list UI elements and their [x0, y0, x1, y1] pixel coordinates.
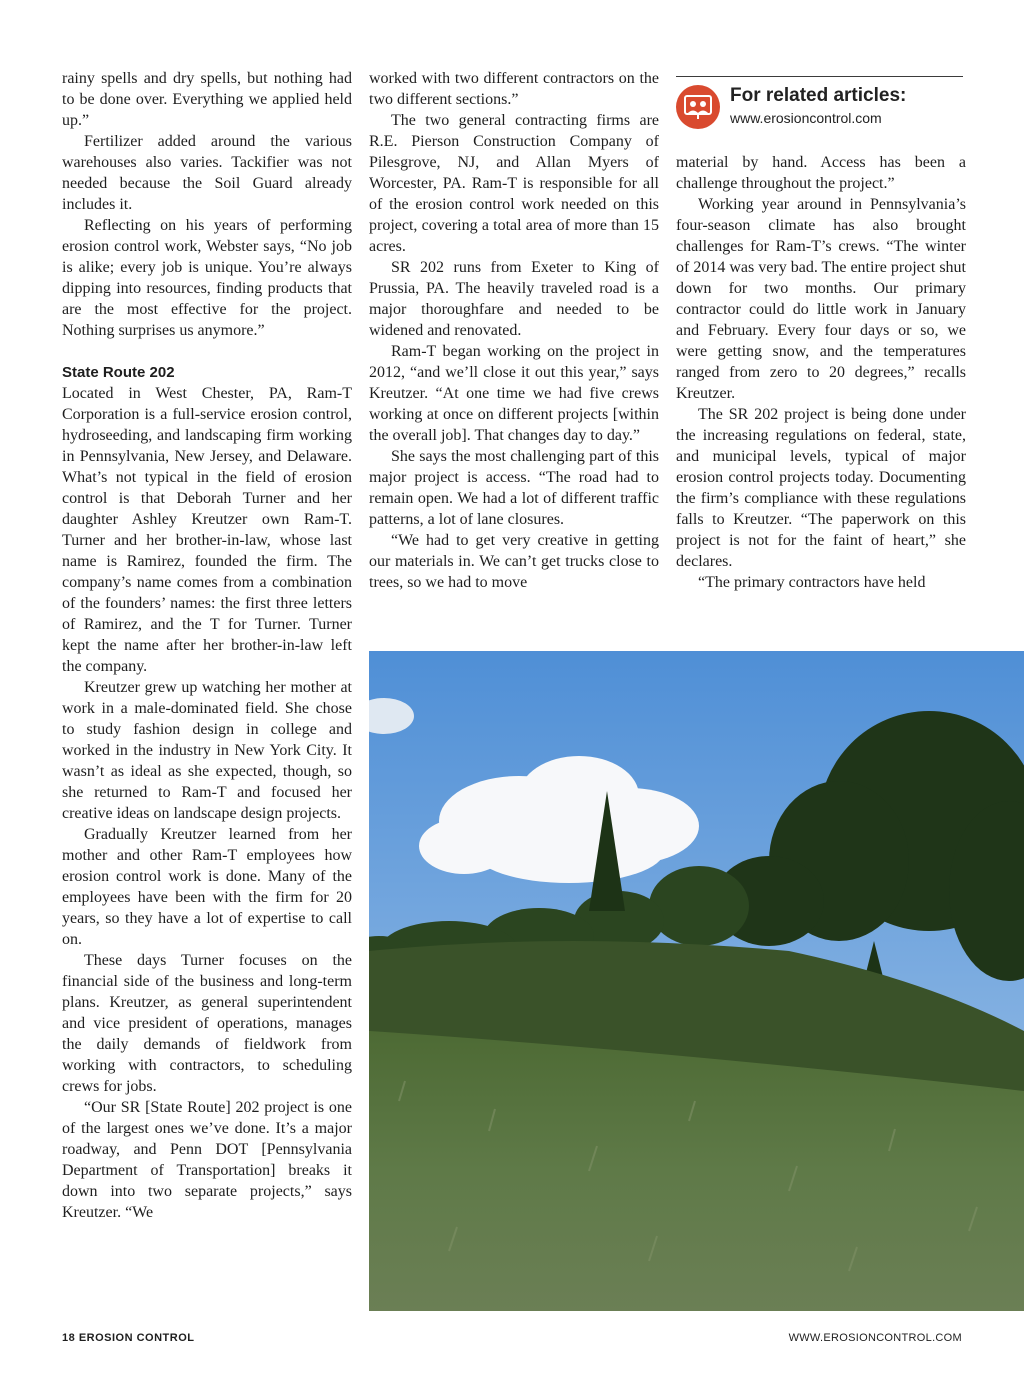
- page-footer-left: [62, 1332, 194, 1344]
- magazine-name: EROSION CONTROL: [78, 1332, 195, 1344]
- paragraph: Reflecting on his years of performing erosion control work, Webster says, “No job is alike; every job is unique. You’re always dipping into resources, finding products that are the most effective for the project. Nothing surprises us anymore.”: [62, 217, 352, 339]
- paragraph: “The primary contractors have held: [698, 574, 926, 591]
- paragraph: material by hand. Access has been a challenge throughout the project.”: [676, 154, 966, 192]
- paragraph: Fertilizer added around the various warehouses also varies. Tackifier was not needed because the Soil Guard already includes it.: [62, 133, 352, 213]
- paragraph: She says the most challenging part of this major project is access. “The road had to remain open. We had a lot of different traffic patterns, a lot of lane closures.: [369, 448, 659, 528]
- article-column-2: [369, 68, 659, 593]
- paragraph: worked with two different contractors on the two different sections.”: [369, 70, 659, 108]
- paragraph: “Our SR [State Route] 202 project is one of the largest ones we’ve done. It’s a major roadway, and Penn DOT [Pennsylvania Department of Transportation] breaks it down into two separate projects,” says Kreutzer. “We: [62, 1099, 352, 1221]
- article-column-1: [62, 68, 352, 1223]
- article-column-3: [676, 152, 966, 593]
- page-number: 18: [62, 1332, 76, 1344]
- roadside-vegetation-photo: [369, 651, 1024, 1311]
- paragraph: The SR 202 project is being done under the increasing regulations on federal, state, and municipal levels, typical of major erosion control projects today. Documenting the firm’s compliance with these regulations falls to Kreutzer. “The paperwork on this project is not for the faint of heart,” she declares.: [676, 406, 966, 570]
- paragraph: rainy spells and dry spells, but nothing had to be done over. Everything we applied held up.”: [62, 70, 352, 129]
- paragraph: Located in West Chester, PA, Ram-T Corporation is a full-service erosion control, hydroseeding, and landscaping firm working in Pennsylvania, New Jersey, and Delaware. What’s not typical in the field of erosion control is that Deborah Turner and her daughter Ashley Kreutzer own Ram-T. Turner and her brother-in-law, whose last name is Ramirez, founded the firm. The company’s name comes from a combination of the founders’ names: the first three letters of Ramirez, and the T for Turner. Turner kept the name after her brother-in-law left the company.: [62, 385, 352, 675]
- paragraph: Ram-T began working on the project in 2012, “and we’ll close it out this year,” says Kreutzer. “At one time we had five crews working at once on different projects [within the overall job]. That changes day to day.”: [369, 343, 659, 444]
- paragraph: Gradually Kreutzer learned from her mother and other Ram-T employees how erosion control work is done. Many of the employees have been with the firm for 20 years, so they have a lot of expertise to call on.: [62, 826, 352, 948]
- paragraph: Working year around in Pennsylvania’s four-season climate has also brought challenges for Ram-T’s crews. “The winter of 2014 was very bad. The entire project shut down for two months. Our primary contractor could do little work in January and February. Every four days or so, we were getting snow, and the temperatures ranged from zero to 20 degrees,” recalls Kreutzer.: [676, 196, 966, 402]
- paragraph: The two general contracting firms are R.E. Pierson Construction Company of Pilesgrove, NJ, and Allan Myers of Worcester, PA. Ram-T is responsible for all of the erosion control work needed on this project, covering a total area of more than 15 acres.: [369, 112, 659, 255]
- paragraph: “We had to get very creative in getting our materials in. We can’t get trucks close to trees, so we had to move: [369, 532, 659, 591]
- paragraph: These days Turner focuses on the financial side of the business and long-term plans. Kreutzer, as general superintendent and vice president of operations, manages the daily demands of fieldwork from working with contractors, to scheduling crews for jobs.: [62, 952, 352, 1095]
- related-articles-box: [676, 76, 963, 139]
- related-articles-link[interactable]: www.erosioncontrol.com: [730, 110, 882, 126]
- related-articles-title: For related articles:: [730, 85, 907, 106]
- paragraph: Kreutzer grew up watching her mother at work in a male-dominated field. She chose to study fashion design in college and worked in the industry in New York City. It wasn’t as ideal as she expected, though, so she returned to Ram-T and focused her creative ideas on landscape design projects.: [62, 679, 352, 822]
- page-footer-website: WWW.EROSIONCONTROL.COM: [788, 1332, 962, 1344]
- section-heading: State Route 202: [62, 364, 175, 381]
- paragraph: SR 202 runs from Exeter to King of Prussia, PA. The heavily traveled road is a major thoroughfare and needed to be widened and renovated.: [369, 259, 659, 339]
- presentation-icon: [676, 85, 720, 129]
